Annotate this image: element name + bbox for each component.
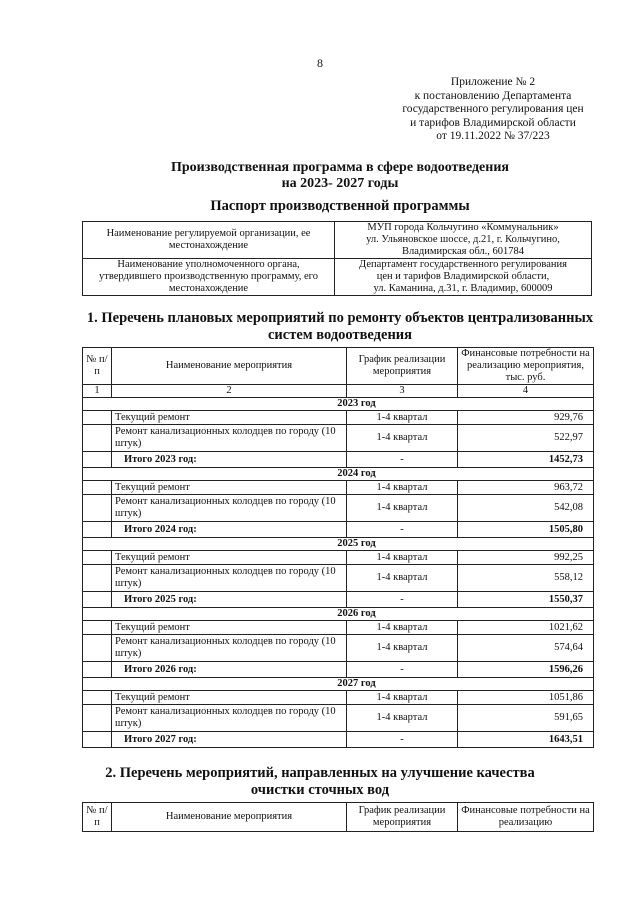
- row-num: [83, 495, 112, 522]
- col-header-name: Наименование мероприятия: [112, 348, 347, 385]
- appendix-line: от 19.11.2022 № 37/223: [436, 130, 550, 142]
- col-header-name: Наименование мероприятия: [112, 803, 347, 832]
- row-name: Ремонт канализационных колодцев по городу (10 штук): [112, 495, 347, 522]
- total-label: Итого 2025 год:: [112, 592, 347, 608]
- value-line: цен и тарифов Владимирской области,: [376, 271, 550, 282]
- row-amount: 963,72: [458, 481, 594, 495]
- col-number: 4: [458, 385, 594, 398]
- row-num: [83, 481, 112, 495]
- total-amount: 1505,80: [458, 522, 594, 538]
- year-label: 2024 год: [83, 468, 594, 481]
- header-row: [83, 348, 594, 385]
- row-schedule: 1-4 квартал: [347, 635, 458, 662]
- column-number-row: [83, 385, 594, 398]
- row-amount: 522,97: [458, 425, 594, 452]
- value-line: Департамент государственного регулирования: [359, 259, 567, 270]
- total-num: [83, 732, 112, 748]
- row-num: [83, 425, 112, 452]
- table-row: [83, 691, 594, 705]
- value-line: ул. Каманина, д.31, г. Владимир, 600009: [373, 283, 553, 294]
- table-row: [83, 635, 594, 662]
- passport-value: [335, 259, 592, 296]
- col-header-schedule: График реализации мероприятия: [347, 348, 458, 385]
- row-schedule: 1-4 квартал: [347, 621, 458, 635]
- row-schedule: 1-4 квартал: [347, 411, 458, 425]
- total-schedule: -: [347, 522, 458, 538]
- row-amount: 1051,86: [458, 691, 594, 705]
- row-schedule: 1-4 квартал: [347, 425, 458, 452]
- year-label: 2025 год: [83, 538, 594, 551]
- table-row: [83, 705, 594, 732]
- col-header-finance: Финансовые потребности на реализацию мероприятия, тыс. руб.: [458, 348, 594, 385]
- row-amount: 558,12: [458, 565, 594, 592]
- total-amount: 1550,37: [458, 592, 594, 608]
- row-amount: 929,76: [458, 411, 594, 425]
- row-name: Текущий ремонт: [112, 621, 347, 635]
- appendix-line: и тарифов Владимирской области: [410, 116, 576, 129]
- title-line-1: Производственная программа в сфере водоотведения: [171, 160, 509, 175]
- plan-table: [82, 347, 594, 748]
- row-name: Ремонт канализационных колодцев по городу (10 штук): [112, 425, 347, 452]
- document-title: [0, 160, 640, 192]
- total-num: [83, 592, 112, 608]
- row-amount: 591,65: [458, 705, 594, 732]
- row-schedule: 1-4 квартал: [347, 551, 458, 565]
- total-label: Итого 2027 год:: [112, 732, 347, 748]
- row-schedule: 1-4 квартал: [347, 481, 458, 495]
- year-row: [83, 608, 594, 621]
- appendix-line: Приложение № 2: [450, 76, 536, 88]
- col-header-num: № п/п: [83, 348, 112, 385]
- col-number: 2: [112, 385, 347, 398]
- year-row: [83, 678, 594, 691]
- total-amount: 1643,51: [458, 732, 594, 748]
- heading-line: 1. Перечень плановых мероприятий по ремонту объектов централизованных: [86, 310, 594, 326]
- total-label: Итого 2026 год:: [112, 662, 347, 678]
- total-row: [83, 522, 594, 538]
- total-schedule: -: [347, 452, 458, 468]
- appendix-line: государственного регулирования цен: [402, 103, 584, 115]
- title-line-2: на 2023- 2027 годы: [281, 176, 399, 191]
- row-name: Текущий ремонт: [112, 481, 347, 495]
- heading-line: систем водоотведения: [267, 326, 413, 343]
- section-2-heading: [40, 765, 600, 798]
- heading-line: очистки сточных вод: [250, 781, 390, 798]
- row-num: [83, 691, 112, 705]
- row-name: Текущий ремонт: [112, 691, 347, 705]
- table-row: [83, 551, 594, 565]
- passport-label: Наименование уполномоченного органа, утвердившего производственную программу, его местонахождение: [83, 259, 335, 296]
- col-header-num: № п/п: [83, 803, 112, 832]
- appendix-line: к постановлению Департамента: [414, 89, 572, 102]
- row-schedule: 1-4 квартал: [347, 691, 458, 705]
- passport-row: [83, 259, 592, 296]
- row-name: Ремонт канализационных колодцев по городу (10 штук): [112, 565, 347, 592]
- year-row: [83, 398, 594, 411]
- row-amount: 542,08: [458, 495, 594, 522]
- row-amount: 1021,62: [458, 621, 594, 635]
- total-num: [83, 662, 112, 678]
- col-number: 1: [83, 385, 112, 398]
- total-num: [83, 452, 112, 468]
- row-schedule: 1-4 квартал: [347, 495, 458, 522]
- value-line: Владимирская обл., 601784: [401, 246, 525, 257]
- value-line: ул. Ульяновское шоссе, д.21, г. Кольчугино,: [366, 234, 560, 245]
- value-line: МУП города Кольчугино «Коммунальник»: [367, 222, 559, 233]
- total-schedule: -: [347, 662, 458, 678]
- total-schedule: -: [347, 592, 458, 608]
- page-number: 8: [317, 56, 323, 70]
- row-schedule: 1-4 квартал: [347, 565, 458, 592]
- row-name: Ремонт канализационных колодцев по городу (10 штук): [112, 705, 347, 732]
- row-amount: 574,64: [458, 635, 594, 662]
- col-number: 3: [347, 385, 458, 398]
- passport-row: [83, 222, 592, 259]
- total-row: [83, 592, 594, 608]
- total-label: Итого 2023 год:: [112, 452, 347, 468]
- plan-table-2: [82, 802, 594, 832]
- total-num: [83, 522, 112, 538]
- header-row: [83, 803, 594, 832]
- row-num: [83, 411, 112, 425]
- row-num: [83, 551, 112, 565]
- total-label: Итого 2024 год:: [112, 522, 347, 538]
- appendix-block: [398, 76, 588, 144]
- total-row: [83, 452, 594, 468]
- row-num: [83, 635, 112, 662]
- row-num: [83, 705, 112, 732]
- col-header-finance: Финансовые потребности на реализацию: [458, 803, 594, 832]
- year-row: [83, 538, 594, 551]
- row-num: [83, 621, 112, 635]
- row-amount: 992,25: [458, 551, 594, 565]
- total-schedule: -: [347, 732, 458, 748]
- total-row: [83, 662, 594, 678]
- passport-table: [82, 221, 592, 296]
- row-name: Текущий ремонт: [112, 551, 347, 565]
- heading-line: 2. Перечень мероприятий, направленных на улучшение качества: [105, 765, 535, 781]
- total-amount: 1596,26: [458, 662, 594, 678]
- passport-heading: Паспорт производственной программы: [210, 198, 470, 214]
- row-name: Ремонт канализационных колодцев по городу (10 штук): [112, 635, 347, 662]
- table-row: [83, 425, 594, 452]
- year-row: [83, 468, 594, 481]
- table-row: [83, 411, 594, 425]
- row-schedule: 1-4 квартал: [347, 705, 458, 732]
- row-num: [83, 565, 112, 592]
- section-1-heading: [60, 310, 620, 343]
- year-label: 2026 год: [83, 608, 594, 621]
- row-name: Текущий ремонт: [112, 411, 347, 425]
- table-row: [83, 495, 594, 522]
- table-row: [83, 481, 594, 495]
- table-row: [83, 565, 594, 592]
- passport-value: [335, 222, 592, 259]
- table-row: [83, 621, 594, 635]
- year-label: 2023 год: [83, 398, 594, 411]
- total-row: [83, 732, 594, 748]
- total-amount: 1452,73: [458, 452, 594, 468]
- col-header-schedule: График реализации мероприятия: [347, 803, 458, 832]
- year-label: 2027 год: [83, 678, 594, 691]
- passport-label: Наименование регулируемой организации, ее местонахождение: [83, 222, 335, 259]
